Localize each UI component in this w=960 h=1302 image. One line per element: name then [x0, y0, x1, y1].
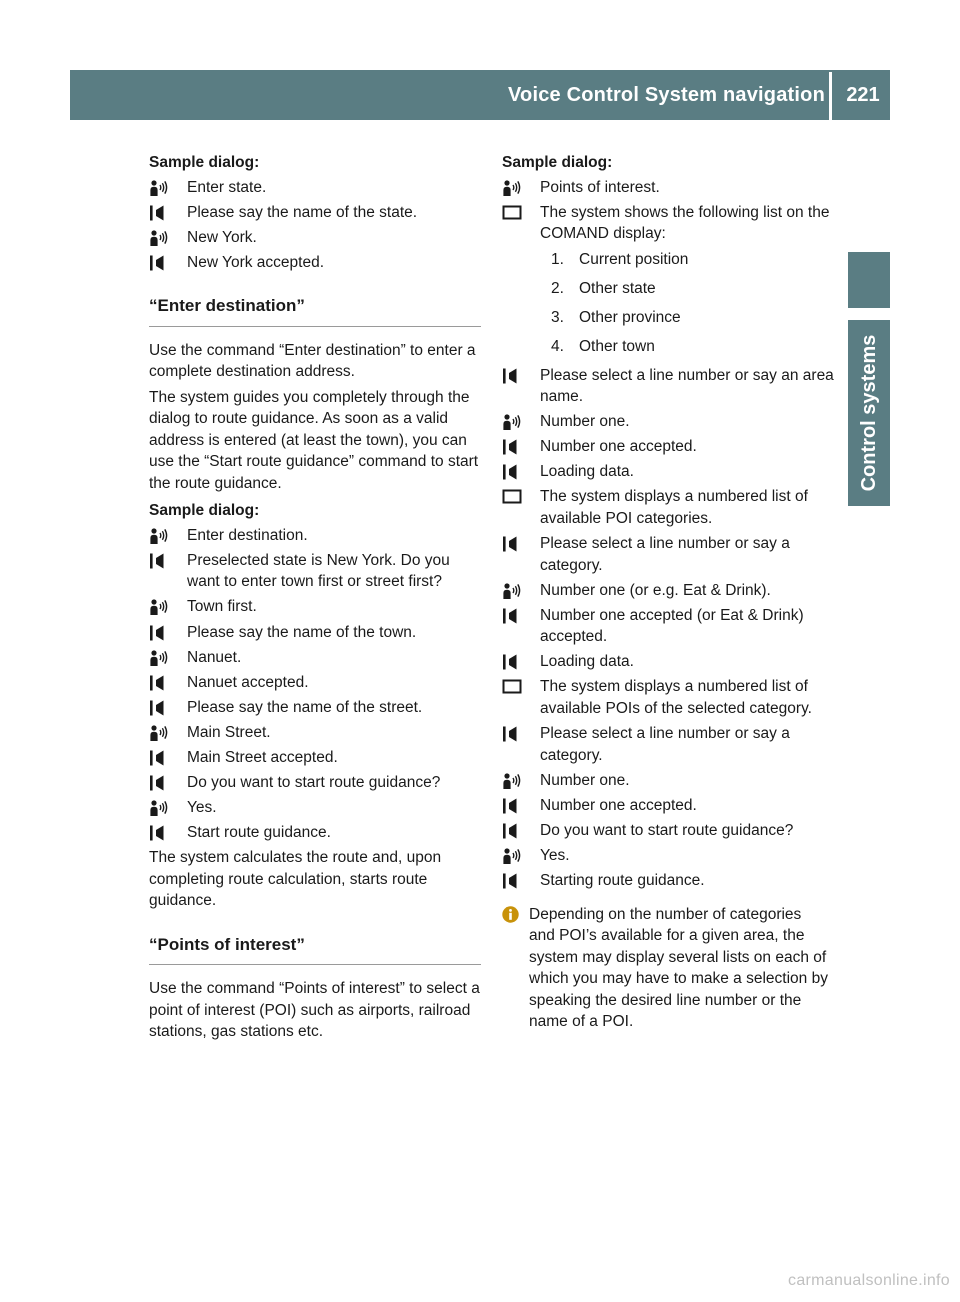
section-heading-enter-destination: “Enter destination”: [149, 295, 481, 327]
dialog-line-text: Points of interest.: [540, 178, 660, 196]
dialog-line-text: Number one accepted.: [540, 796, 697, 814]
dialog-line: [149, 647, 481, 669]
speaking-person-icon: [502, 179, 540, 197]
dialog-line-text: Start route guidance.: [187, 824, 331, 842]
dialog-line: [502, 795, 838, 817]
page-number: 221: [846, 83, 880, 106]
speaker-icon: [502, 463, 540, 481]
dialog-line-text: Do you want to start route guidance?: [187, 774, 441, 792]
dialog-line: [149, 772, 481, 794]
speaker-icon: [502, 367, 540, 385]
list-item: [502, 278, 838, 300]
dialog-line: [502, 486, 838, 529]
side-marker: [848, 252, 890, 308]
list-item-text: Other province: [579, 308, 681, 326]
list-item-number: 1.: [551, 250, 564, 268]
dialog-line-text: Main Street accepted.: [187, 749, 338, 767]
note-line: name of a POI.: [529, 1013, 634, 1030]
dialog-line-text: Number one (or e.g. Eat & Drink).: [540, 581, 771, 599]
list-item-number: 2.: [551, 279, 564, 297]
dialog-line: [502, 870, 838, 892]
list-item-text: Other state: [579, 279, 656, 297]
dialog-line: [502, 723, 838, 766]
dialog-line-text: Enter destination.: [187, 526, 308, 544]
dialog-line-text: Number one.: [540, 413, 630, 431]
dialog-line-text: Number one accepted.: [540, 438, 697, 456]
dialog-line-text: Please select a line number or say an area name.: [540, 366, 834, 406]
dialog-line-text: Please select a line number or say a category.: [540, 535, 790, 574]
speaker-icon: [502, 438, 540, 456]
dialog-line-text: Please say the name of the town.: [187, 623, 417, 641]
info-note-text: [529, 904, 838, 1033]
dialog-line-text: Number one accepted (or Eat & Drink) accepted.: [540, 606, 804, 646]
dialog-line-text: Please select a line number or say a category.: [540, 725, 790, 764]
dialog-line: [502, 605, 838, 648]
dialog-line-text: New York accepted.: [187, 253, 325, 271]
dialog-line-text: Nanuet.: [187, 648, 242, 666]
dialog-line-text: Preselected state is New York. Do you want to enter town first or street first?: [187, 551, 450, 591]
dialog-line: [502, 202, 838, 245]
paragraph: Use the command “Points of interest” to select a point of interest (POI) such as airports, railroad stations, gas stations etc.: [149, 980, 480, 1041]
display-screen-icon: [502, 488, 540, 506]
dialog-line: [502, 533, 838, 576]
dialog-line-text: New York.: [187, 228, 257, 246]
dialog-line: [149, 722, 481, 744]
info-icon: [502, 906, 519, 923]
dialog-line: [149, 202, 481, 224]
dialog-list: [149, 525, 481, 844]
dialog-line: [502, 676, 838, 719]
list-item: [502, 307, 838, 329]
dialog-line: [502, 365, 838, 408]
dialog-line: [149, 252, 481, 274]
dialog-line-text: Main Street.: [187, 723, 271, 741]
speaker-icon: [502, 872, 540, 890]
header-divider: [829, 72, 832, 120]
speaker-icon: [502, 535, 540, 553]
speaking-person-icon: [149, 649, 187, 667]
speaking-person-icon: [502, 772, 540, 790]
dialog-line-text: Enter state.: [187, 178, 267, 196]
dialog-line: [502, 411, 838, 433]
list-item: [502, 249, 838, 271]
dialog-line: [149, 177, 481, 199]
note-line: system may display several lists on each of: [529, 948, 827, 966]
note-line: and POI’s available for a given area, the: [529, 927, 805, 944]
dialog-line: [149, 227, 481, 249]
dialog-line: [502, 770, 838, 792]
left-column: [149, 152, 481, 1047]
speaker-icon: [502, 822, 540, 840]
speaking-person-icon: [149, 527, 187, 545]
dialog-line-text: Town first.: [187, 598, 257, 616]
dialog-line: [502, 845, 838, 867]
paragraph: Use the command “Enter destination” to enter a complete destination address.: [149, 341, 476, 381]
paragraph: The system calculates the route and, upon completing route calculation, starts route guidance.: [149, 849, 442, 910]
option-list: [502, 249, 838, 358]
dialog-line-text: Number one.: [540, 771, 630, 789]
speaking-person-icon: [149, 724, 187, 742]
watermark: carmanualsonline.info: [788, 1272, 950, 1289]
dialog-line-text: Please say the name of the state.: [187, 203, 418, 221]
speaker-icon: [149, 699, 187, 717]
dialog-line: [149, 622, 481, 644]
list-item-text: Current position: [579, 250, 689, 268]
sample-dialog-label: Sample dialog:: [149, 154, 260, 171]
display-screen-icon: [502, 678, 540, 696]
dialog-line: [149, 596, 481, 618]
chapter-tab-label: Control systems: [857, 334, 880, 492]
speaker-icon: [149, 624, 187, 642]
dialog-line: [149, 797, 481, 819]
dialog-line-text: The system displays a numbered list of available POIs of the selected category.: [540, 678, 812, 717]
dialog-line-text: Yes.: [187, 799, 217, 817]
info-note: [502, 904, 838, 1033]
list-item-text: Other town: [579, 337, 655, 355]
speaker-icon: [149, 552, 187, 570]
dialog-line: [149, 525, 481, 547]
speaker-icon: [149, 774, 187, 792]
speaker-icon: [149, 204, 187, 222]
dialog-line-text: Nanuet accepted.: [187, 673, 309, 691]
speaker-icon: [502, 607, 540, 625]
section-heading-points-of-interest: “Points of interest”: [149, 934, 481, 966]
list-item-number: 4.: [551, 337, 564, 355]
speaking-person-icon: [149, 799, 187, 817]
speaking-person-icon: [502, 847, 540, 865]
speaking-person-icon: [502, 582, 540, 600]
page-title: Voice Control System navigation: [507, 83, 825, 106]
sample-dialog-label: Sample dialog:: [502, 154, 613, 171]
dialog-list: [149, 177, 481, 274]
dialog-line: [502, 436, 838, 458]
speaker-icon: [149, 674, 187, 692]
speaker-icon: [149, 824, 187, 842]
dialog-line-text: Starting route guidance.: [540, 872, 705, 889]
display-screen-icon: [502, 204, 540, 222]
dialog-line: [149, 550, 481, 593]
note-line: speaking the desired line number or the: [529, 991, 802, 1009]
dialog-line: [149, 747, 481, 769]
speaker-icon: [149, 749, 187, 767]
speaking-person-icon: [149, 229, 187, 247]
speaker-icon: [149, 254, 187, 272]
dialog-line: [502, 461, 838, 483]
list-item-number: 3.: [551, 308, 564, 326]
speaking-person-icon: [149, 179, 187, 197]
dialog-line-text: Do you want to start route guidance?: [540, 821, 794, 839]
sample-dialog-label: Sample dialog:: [149, 502, 260, 520]
note-line: Depending on the number of categories: [529, 905, 802, 923]
dialog-line-text: The system shows the following list on the COMAND display:: [540, 203, 830, 243]
speaker-icon: [502, 725, 540, 743]
dialog-line: [149, 672, 481, 694]
list-item: [502, 336, 838, 358]
dialog-line: [149, 697, 481, 719]
right-column: [502, 152, 838, 1033]
dialog-line: [149, 822, 481, 844]
dialog-line: [502, 177, 838, 199]
dialog-line-text: Loading data.: [540, 653, 634, 671]
speaker-icon: [502, 797, 540, 815]
dialog-line: [502, 820, 838, 842]
speaking-person-icon: [502, 413, 540, 431]
dialog-line-text: Please say the name of the street.: [187, 698, 423, 716]
speaker-icon: [502, 653, 540, 671]
dialog-line-text: The system displays a numbered list of available POI categories.: [540, 488, 808, 527]
dialog-line-text: Yes.: [540, 846, 570, 864]
dialog-list: [502, 365, 838, 892]
paragraph: The system guides you completely through the dialog to route guidance. As soon as a valid address is entered (at least the town), you can use the “Start route guidance” command to start the route guidance.: [149, 388, 479, 492]
dialog-line: [502, 651, 838, 673]
dialog-line: [502, 580, 838, 602]
speaking-person-icon: [149, 598, 187, 616]
note-line: which you may have to make a selection by: [529, 970, 828, 987]
dialog-line-text: Loading data.: [540, 463, 634, 481]
